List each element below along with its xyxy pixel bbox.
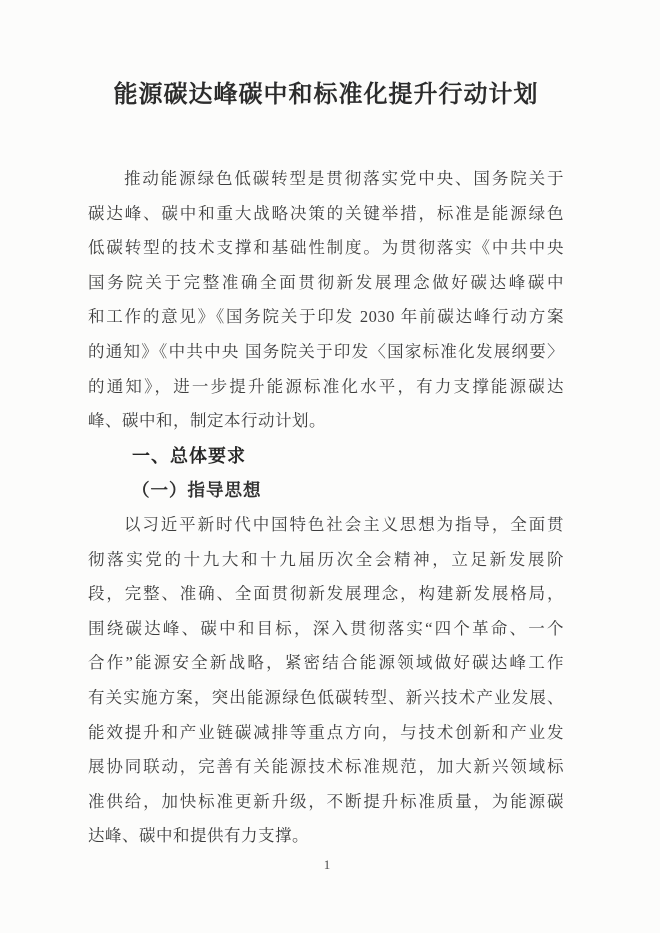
text-line: 达峰、碳中和提供有力支撑。 [88, 826, 309, 846]
paragraph-intro [88, 162, 564, 439]
text-line: 围绕碳达峰、碳中和目标，深入贯彻落实“四个革命、一个 [88, 618, 564, 638]
document-body [88, 162, 564, 854]
document-content [88, 0, 564, 854]
text-line: 推动能源绿色低碳转型是贯彻落实党中央、国务院关于 [124, 169, 564, 188]
document-title: 能源碳达峰碳中和标准化提升行动计划 [113, 81, 539, 108]
text-line: 的通知》《中共中央 国务院关于印发〈国家标准化发展纲要〉 [88, 341, 564, 361]
text-line: 段，完整、准确、全面贯彻新发展理念，构建新发展格局， [88, 584, 564, 604]
text-line: 合作”能源安全新战略，紧密结合能源领域做好碳达峰工作 [88, 653, 564, 673]
subsection-heading-guiding-ideology: （一）指导思想 [132, 480, 262, 501]
text-line: 展协同联动，完善有关能源技术标准规范，加大新兴领域标 [88, 757, 564, 777]
paragraph-guiding-ideology [88, 508, 564, 854]
text-line: 峰、碳中和，制定本行动计划。 [88, 411, 326, 431]
text-line: 有关实施方案，突出能源绿色低碳转型、新兴技术产业发展、 [88, 687, 564, 707]
text-line: 低碳转型的技术支撑和基础性制度。为贯彻落实《中共中央 [88, 238, 564, 258]
text-line: 准供给，加快标准更新升级，不断提升标准质量，为能源碳 [88, 791, 564, 811]
page-number: 1 [323, 857, 331, 872]
text-line: 以习近平新时代中国特色社会主义思想为指导，全面贯 [124, 514, 564, 534]
text-line: 彻落实党的十九大和十九届历次全会精神，立足新发展阶 [88, 549, 564, 569]
text-line: 碳达峰、碳中和重大战略决策的关键举措，标准是能源绿色 [88, 203, 564, 223]
text-line: 国务院关于完整准确全面贯彻新发展理念做好碳达峰碳中 [88, 272, 564, 292]
text-line: 的通知》，进一步提升能源标准化水平，有力支撑能源碳达 [88, 376, 564, 396]
text-line: 和工作的意见》《国务院关于印发 2030 年前碳达峰行动方案 [88, 307, 564, 327]
text-line: 能效提升和产业链碳减排等重点方向，与技术创新和产业发 [88, 722, 564, 742]
section-heading-overall-requirements: 一、总体要求 [132, 445, 246, 466]
